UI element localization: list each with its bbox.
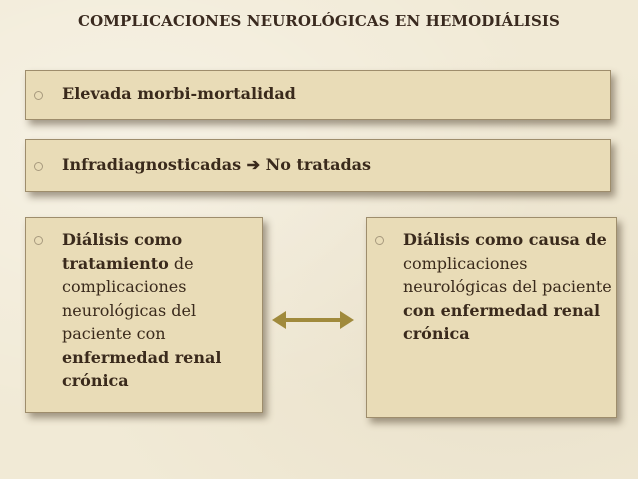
line: Diálisis como causa de <box>403 230 607 249</box>
slide-title: COMPLICACIONES NEUROLÓGICAS EN HEMODIÁLISIS <box>78 12 560 30</box>
infradiagnosticadas-label: Infradiagnosticadas <box>62 155 242 174</box>
line: con enfermedad renal <box>403 300 601 320</box>
box-dialisis-causa <box>366 217 617 418</box>
box-morbi-mortalidad-text: Elevada morbi-mortalidad <box>62 84 296 103</box>
bullet-icon <box>375 236 384 245</box>
line: crónica <box>403 324 470 343</box>
box-infradiagnosticadas <box>25 139 611 192</box>
bullet-icon <box>34 236 43 245</box>
dialisis-causa-text <box>403 228 615 346</box>
line: tratamiento de <box>62 253 194 273</box>
line: complicaciones <box>62 277 187 296</box>
dialisis-tratamiento-text <box>62 228 262 393</box>
line: enfermedad renal <box>62 347 222 367</box>
line: neurológicas del paciente <box>403 277 612 296</box>
right-arrow-icon: ➔ <box>246 155 261 174</box>
line: neurológicas del <box>62 300 197 320</box>
box-morbi-mortalidad <box>25 70 611 120</box>
box-infradiagnosticadas-text <box>62 153 371 177</box>
line: paciente con <box>62 324 166 343</box>
line: Diálisis como <box>62 230 183 249</box>
double-arrow-icon <box>272 308 354 332</box>
bullet-icon <box>34 91 43 100</box>
bullet-icon <box>34 162 43 171</box>
no-tratadas-label: No tratadas <box>265 155 372 174</box>
box-dialisis-tratamiento <box>25 217 263 413</box>
line: crónica <box>62 371 129 390</box>
line: complicaciones <box>403 253 528 273</box>
